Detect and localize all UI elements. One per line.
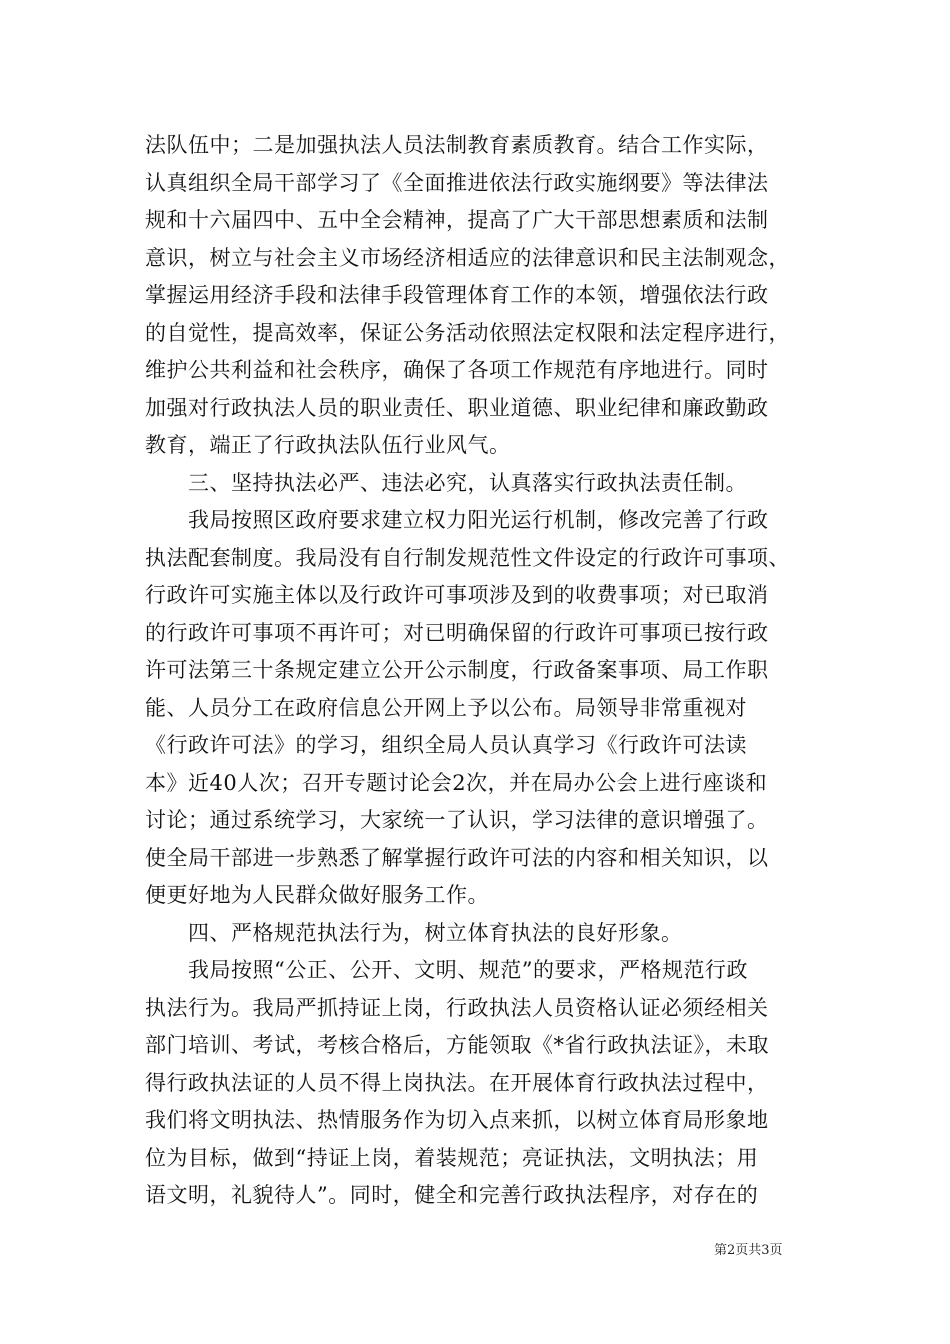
page-number: 第2页共3页 (714, 1243, 783, 1258)
document-body (145, 127, 815, 1215)
text-line: 教育，端正了行政执法队伍行业风气。 (145, 433, 511, 457)
section-heading-3: 三、坚持执法必严、违法必究，认真落实行政执法责任制。 (145, 470, 747, 495)
text-line: 本》近40人次；召开专题讨论会2次，并在局办公会上进行座谈和 (145, 770, 768, 795)
text-line: 意识，树立与社会主义市场经济相适应的法律意识和民主法制观念， (145, 245, 790, 270)
text-line: 我们将文明执法、热情服务作为切入点来抓，以树立体育局形象地 (145, 1108, 769, 1132)
text-line: 《行政许可法》的学习，组织全局人员认真学习《行政许可法读 (145, 733, 747, 757)
text-line: 的行政许可事项不再许可；对已明确保留的行政许可事项已按行政 (145, 620, 769, 645)
text-line: 执法行为。我局严抓持证上岗，行政执法人员资格认证必须经相关 (145, 995, 769, 1020)
text-line: 法队伍中；二是加强执法人员法制教育素质教育。结合工作实际， (145, 133, 769, 157)
text-line: 使全局干部进一步熟悉了解掌握行政许可法的内容和相关知识，以 (145, 845, 769, 870)
text-line: 规和十六届四中、五中全会精神，提高了广大干部思想素质和法制 (145, 208, 769, 232)
text-line: 位为目标，做到“持证上岗，着装规范；亮证执法，文明执法；用 (145, 1145, 759, 1170)
text-line: 讨论；通过系统学习，大家统一了认识，学习法律的意识增强了。 (145, 808, 769, 832)
text-line: 我局按照“公正、公开、文明、规范”的要求，严格规范行政 (145, 958, 748, 982)
text-line: 便更好地为人民群众做好服务工作。 (145, 883, 489, 907)
text-line: 维护公共利益和社会秩序，确保了各项工作规范有序地进行。同时 (145, 358, 769, 382)
section-heading-4: 四、严格规范执法行为，树立体育执法的良好形象。 (145, 920, 683, 945)
text-line: 的自觉性，提高效率，保证公务活动依照法定权限和法定程序进行， (145, 320, 790, 345)
text-line: 我局按照区政府要求建立权力阳光运行机制，修改完善了行政 (145, 508, 769, 532)
text-line: 行政许可实施主体以及行政许可事项涉及到的收费事项；对已取消 (145, 583, 769, 607)
text-line: 许可法第三十条规定建立公开公示制度，行政备案事项、局工作职 (145, 658, 769, 682)
text-line: 语文明，礼貌待人”。同时，健全和完善行政执法程序，对存在的 (145, 1183, 759, 1207)
text-line: 执法配套制度。我局没有自行制发规范性文件设定的行政许可事项、 (145, 545, 790, 570)
text-line: 认真组织全局干部学习了《全面推进依法行政实施纲要》等法律法 (145, 170, 769, 195)
text-line: 能、人员分工在政府信息公开网上予以公布。局领导非常重视对 (145, 695, 747, 720)
text-line: 加强对行政执法人员的职业责任、职业道德、职业纪律和廉政勤政 (145, 395, 769, 420)
text-line: 掌握运用经济手段和法律手段管理体育工作的本领，增强依法行政 (145, 283, 769, 307)
text-line: 得行政执法证的人员不得上岗执法。在开展体育行政执法过程中， (145, 1070, 769, 1095)
text-line: 部门培训、考试，考核合格后，方能领取《*省行政执法证》，未取 (145, 1033, 769, 1057)
